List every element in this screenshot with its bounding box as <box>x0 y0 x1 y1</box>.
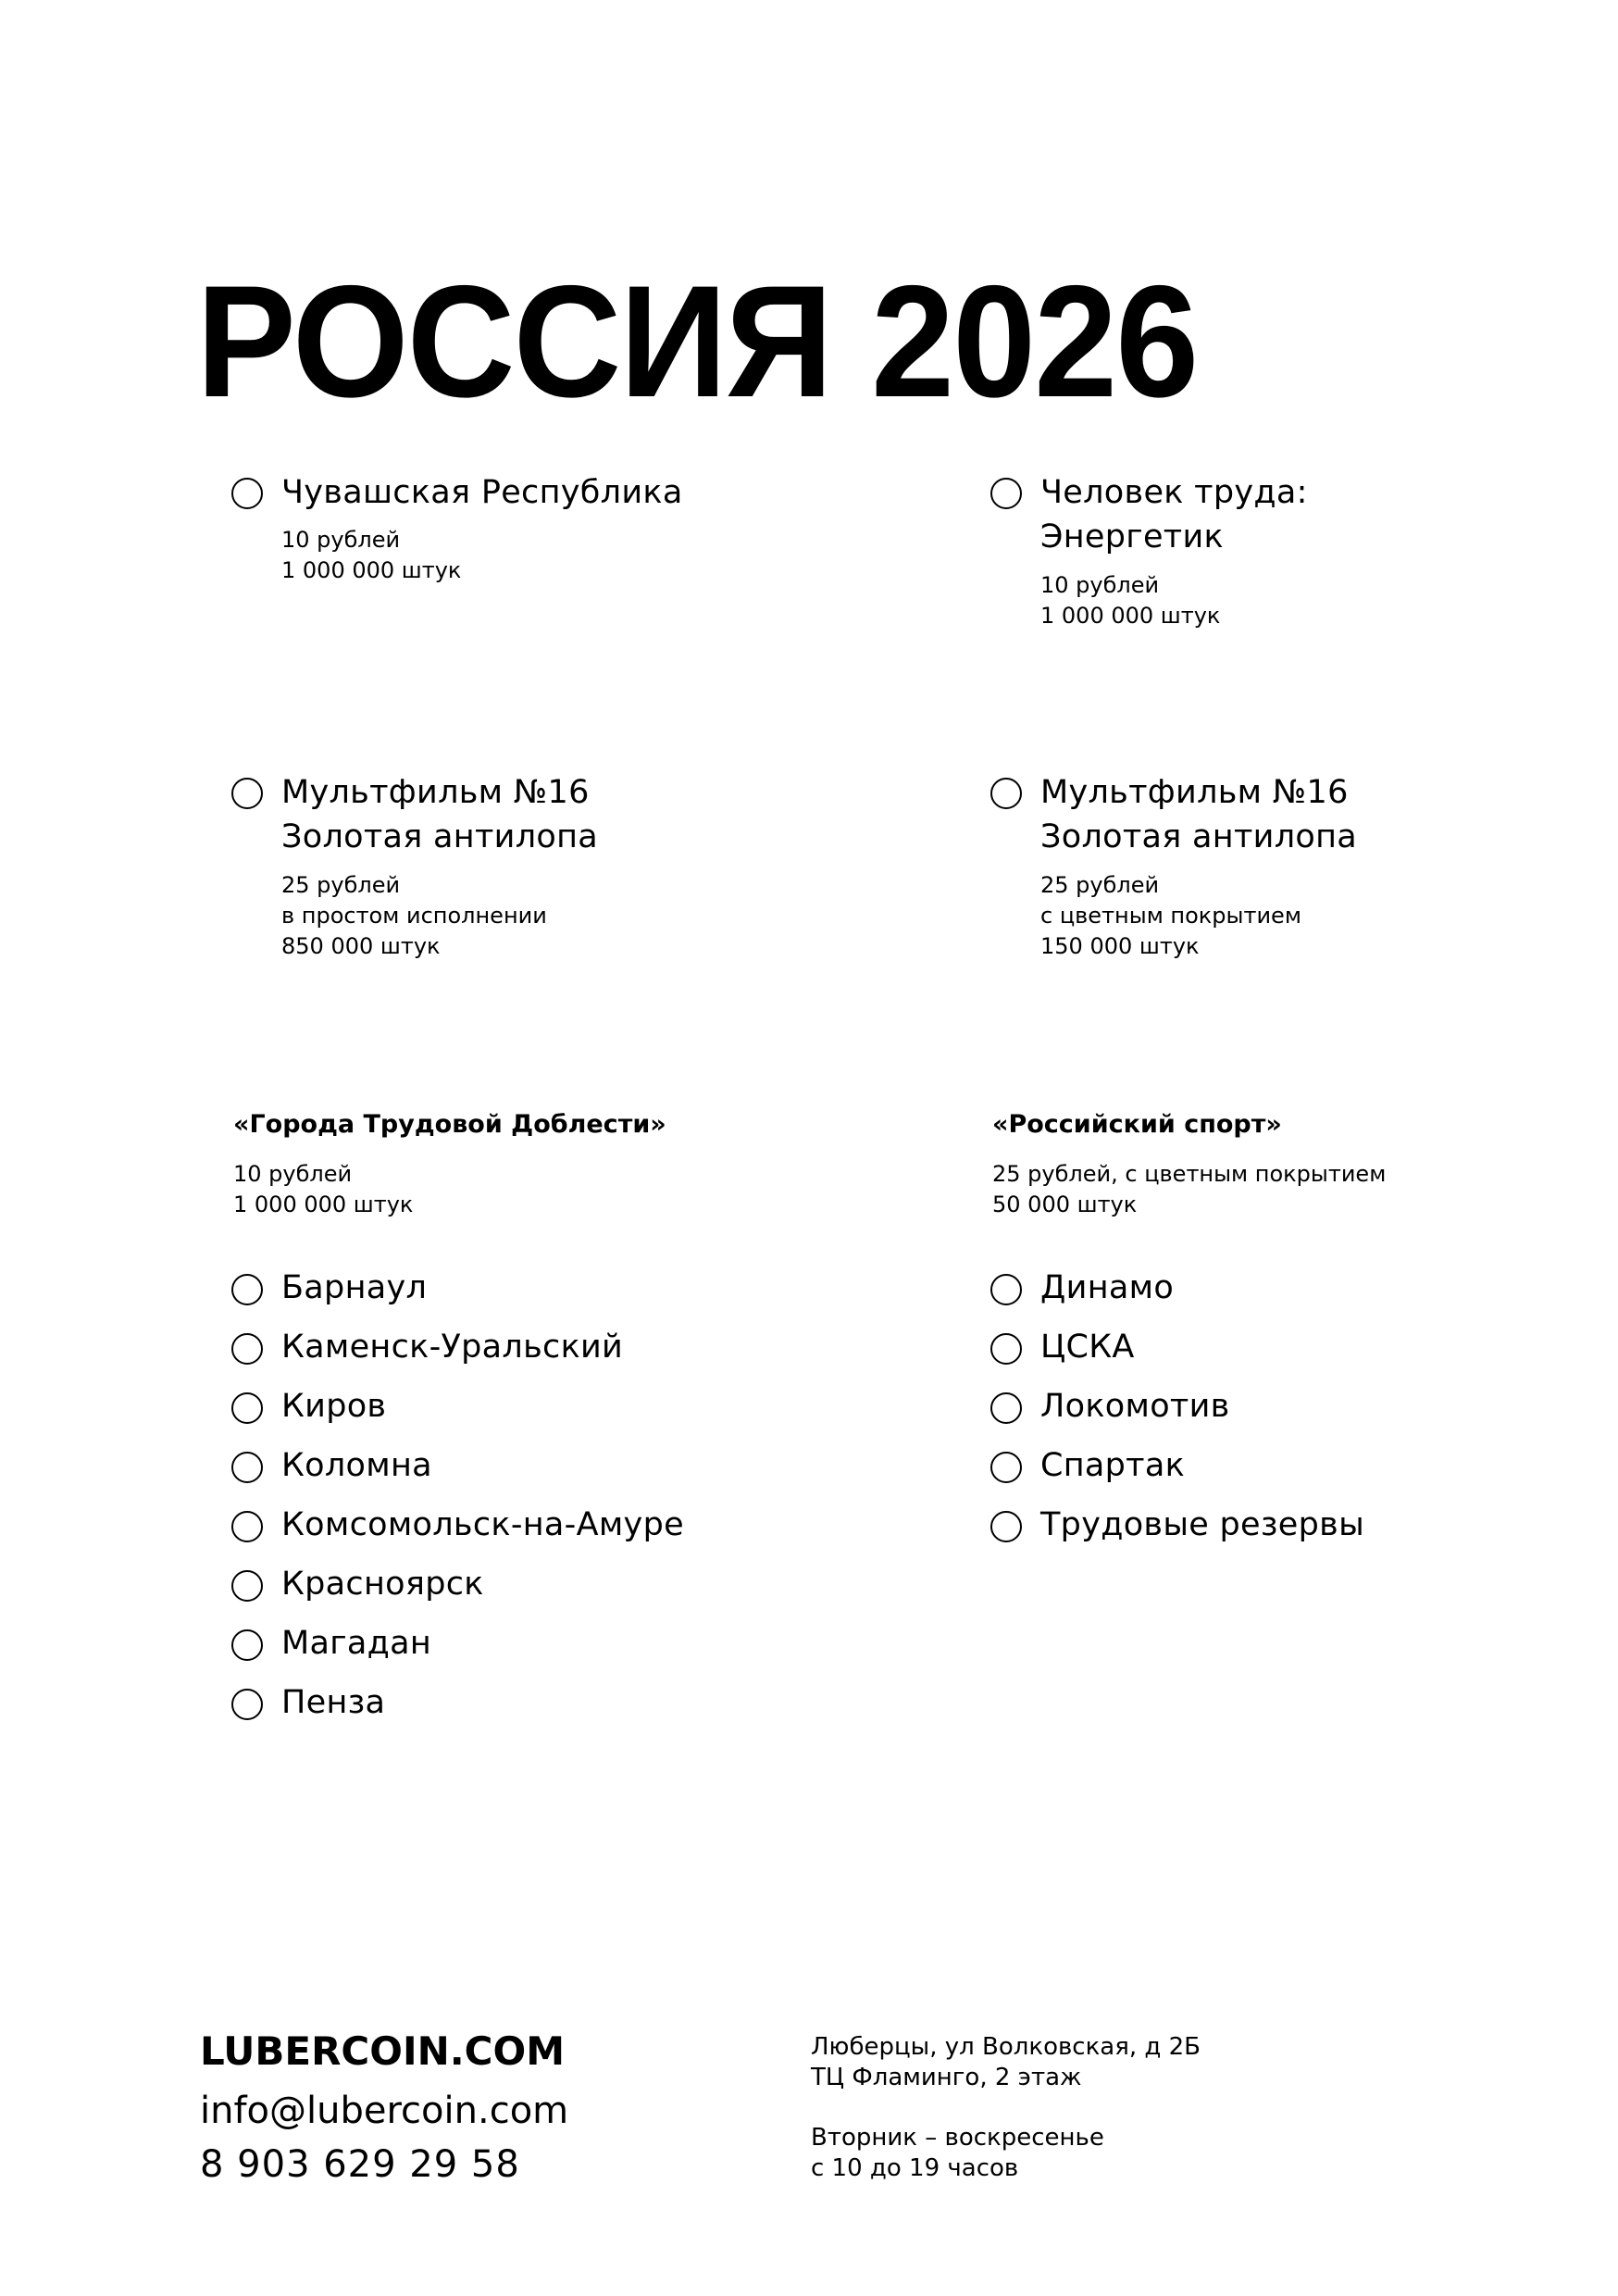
coin-title-line: Энергетик <box>1040 518 1224 555</box>
coin-denomination: 10 рублей <box>281 527 401 553</box>
coin-title-line: Мультфильм №16 <box>281 774 590 811</box>
address-line: ТЦ Фламинго, 2 этаж <box>811 2064 1082 2091</box>
radio-circle-icon[interactable] <box>231 1392 263 1424</box>
footer-hours <box>811 2123 1104 2184</box>
coin-title-line: Мультфильм №16 <box>1040 774 1349 811</box>
coin-title <box>1040 770 1357 859</box>
radio-circle-icon[interactable] <box>231 1333 263 1365</box>
coin-title-line: Человек труда: <box>1040 474 1308 511</box>
radio-circle-icon[interactable] <box>990 1392 1022 1424</box>
page-title: РОССИЯ 2026 <box>196 253 1198 431</box>
coin-title-line: Золотая антилопа <box>1040 818 1358 855</box>
footer-phone: 8 903 629 29 58 <box>200 2143 520 2186</box>
series-denomination: 25 рублей, с цветным покрытием <box>992 1161 1387 1187</box>
coin-finish: в простом исполнении <box>281 903 547 929</box>
option-label: Киров <box>281 1388 387 1425</box>
option-label: Динамо <box>1040 1269 1175 1306</box>
coin-title-line: Золотая антилопа <box>281 818 599 855</box>
hours-line: с 10 до 19 часов <box>811 2154 1019 2182</box>
radio-circle-icon[interactable] <box>990 478 1022 509</box>
option-label: Магадан <box>281 1625 432 1662</box>
series-mintage: 50 000 штук <box>992 1192 1138 1217</box>
radio-circle-icon[interactable] <box>231 778 263 809</box>
series-denomination: 10 рублей <box>233 1161 353 1187</box>
radio-circle-icon[interactable] <box>231 1274 263 1305</box>
series-details <box>992 1159 1386 1220</box>
option-label: Спартак <box>1040 1447 1186 1484</box>
radio-circle-icon[interactable] <box>231 1511 263 1542</box>
coin-details <box>281 525 461 586</box>
radio-circle-icon[interactable] <box>231 1570 263 1602</box>
option-label: Коломна <box>281 1447 432 1484</box>
coin-details <box>1040 870 1301 962</box>
option-label: Комсомольск-на-Амуре <box>281 1506 684 1543</box>
coin-title-line: Чувашская Республика <box>281 474 683 511</box>
hours-line: Вторник – воскресенье <box>811 2124 1104 2152</box>
footer-email-link[interactable]: info@lubercoin.com <box>200 2090 569 2132</box>
option-label: Трудовые резервы <box>1040 1506 1365 1543</box>
coin-mintage: 1 000 000 штук <box>281 557 462 583</box>
coin-title <box>281 770 598 859</box>
coin-mintage: 150 000 штук <box>1040 933 1200 959</box>
radio-circle-icon[interactable] <box>990 1511 1022 1542</box>
coin-denomination: 10 рублей <box>1040 572 1160 598</box>
option-label: Локомотив <box>1040 1388 1230 1425</box>
footer-brand-website[interactable]: LUBERCOIN.COM <box>200 2028 565 2074</box>
series-mintage: 1 000 000 штук <box>233 1192 414 1217</box>
coin-title <box>1040 470 1308 559</box>
coin-denomination: 25 рублей <box>281 872 401 898</box>
radio-circle-icon[interactable] <box>231 1689 263 1720</box>
coin-mintage: 1 000 000 штук <box>1040 603 1221 629</box>
coin-title <box>281 470 683 515</box>
radio-circle-icon[interactable] <box>231 1452 263 1483</box>
coin-details <box>281 870 547 962</box>
footer-address <box>811 2032 1201 2093</box>
coin-finish: с цветным покрытием <box>1040 903 1301 929</box>
option-label: Красноярск <box>281 1566 484 1603</box>
option-label: Каменск-Уральский <box>281 1329 624 1366</box>
coin-denomination: 25 рублей <box>1040 872 1160 898</box>
option-label: ЦСКА <box>1040 1329 1135 1366</box>
series-heading-labour-valour-cities: «Города Трудовой Доблести» <box>233 1110 666 1139</box>
option-label: Пенза <box>281 1684 386 1721</box>
radio-circle-icon[interactable] <box>990 1452 1022 1483</box>
series-details <box>233 1159 413 1220</box>
coin-details <box>1040 570 1220 631</box>
series-heading-russian-sport: «Российский спорт» <box>992 1110 1282 1139</box>
option-label: Барнаул <box>281 1269 428 1306</box>
radio-circle-icon[interactable] <box>990 1274 1022 1305</box>
radio-circle-icon[interactable] <box>231 1629 263 1661</box>
radio-circle-icon[interactable] <box>990 1333 1022 1365</box>
radio-circle-icon[interactable] <box>231 478 263 509</box>
coin-mintage: 850 000 штук <box>281 933 441 959</box>
radio-circle-icon[interactable] <box>990 778 1022 809</box>
address-line: Люберцы, ул Волковская, д 2Б <box>811 2033 1201 2061</box>
